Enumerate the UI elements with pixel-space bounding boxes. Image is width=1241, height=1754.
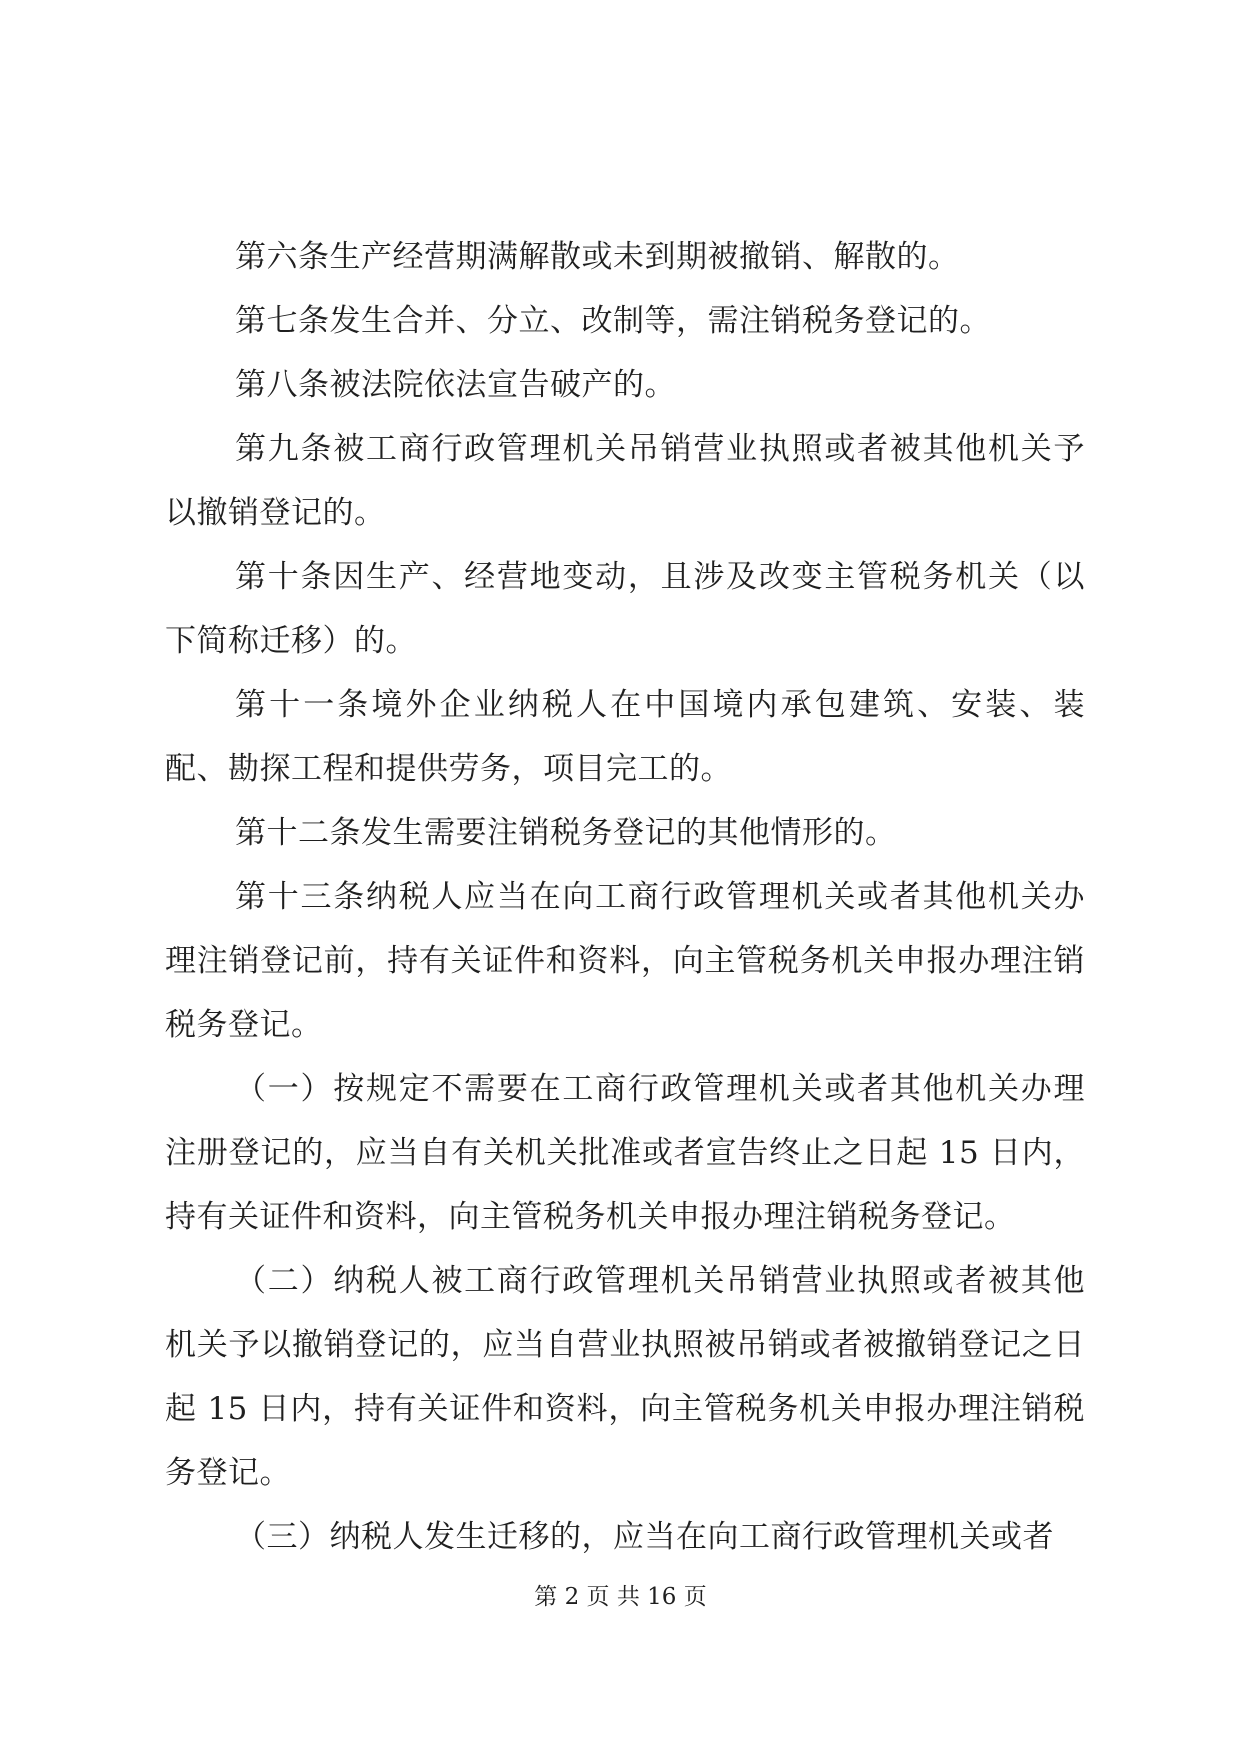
article-9-paragraph: 第九条被工商行政管理机关吊销营业执照或者被其他机关予以撤销登记的。 <box>165 431 1085 531</box>
page-footer: 第 2 页 共 16 页 <box>534 1584 707 1610</box>
clause-3-paragraph: （三）纳税人发生迁移的，应当在向工商行政管理机关或者 <box>235 1519 1054 1555</box>
clause-2-paragraph: （二）纳税人被工商行政管理机关吊销营业执照或者被其他机关予以撤销登记的，应当自营业执照被吊销或者被撤销登记之日起 15 日内，持有关证件和资料，向主管税务机关申报办理注销税务登记。 <box>165 1263 1085 1491</box>
article-8-paragraph: 第八条被法院依法宣告破产的。 <box>235 367 676 403</box>
document-body <box>165 225 1085 1569</box>
article-6-paragraph: 第六条生产经营期满解散或未到期被撤销、解散的。 <box>235 239 960 275</box>
article-12-paragraph: 第十二条发生需要注销税务登记的其他情形的。 <box>235 815 897 851</box>
article-13-paragraph: 第十三条纳税人应当在向工商行政管理机关或者其他机关办理注销登记前，持有关证件和资料，向主管税务机关申报办理注销税务登记。 <box>165 879 1085 1043</box>
article-11-paragraph: 第十一条境外企业纳税人在中国境内承包建筑、安装、装配、勘探工程和提供劳务，项目完工的。 <box>165 687 1085 787</box>
article-7-paragraph: 第七条发生合并、分立、改制等，需注销税务登记的。 <box>235 303 991 339</box>
article-10-paragraph: 第十条因生产、经营地变动，且涉及改变主管税务机关（以下简称迁移）的。 <box>165 559 1085 659</box>
clause-1-paragraph: （一）按规定不需要在工商行政管理机关或者其他机关办理注册登记的，应当自有关机关批准或者宣告终止之日起 15 日内，持有关证件和资料，向主管税务机关申报办理注销税务登记。 <box>165 1071 1085 1235</box>
